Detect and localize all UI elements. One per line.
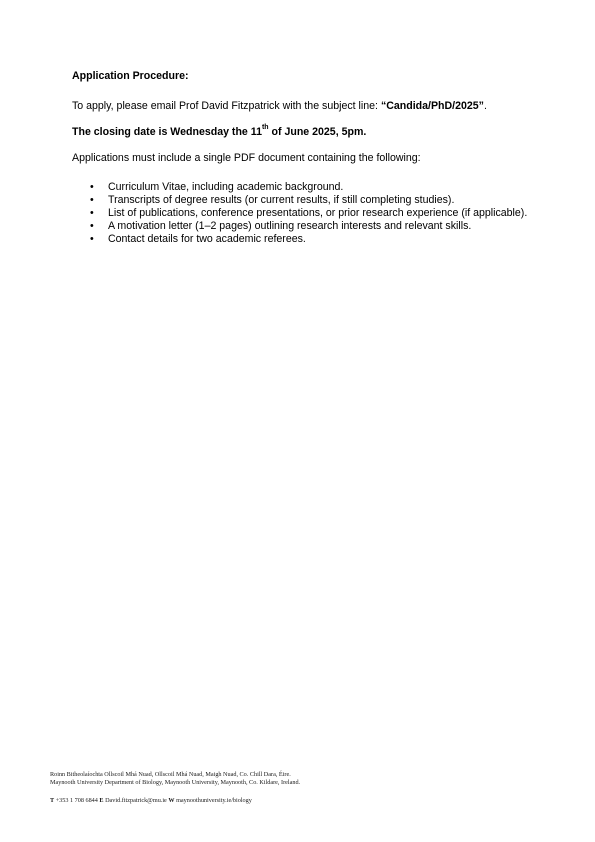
list-item <box>72 233 542 246</box>
list-item-text: Curriculum Vitae, including academic background. <box>108 181 344 193</box>
footer-contact-line <box>50 797 550 805</box>
apply-text: To apply, please email Prof David Fitzpatrick with the subject line: <box>72 100 381 112</box>
closing-date <box>72 126 542 139</box>
footer-phone: +353 1 708 6844 <box>54 797 100 804</box>
email-subject-line: “Candida/PhD/2025” <box>380 100 484 112</box>
list-item <box>72 220 542 233</box>
list-item-text: Transcripts of degree results (or current results, if still completing studies). <box>108 194 455 206</box>
list-item <box>72 181 542 194</box>
list-item <box>72 207 542 220</box>
closing-ordinal: th <box>261 124 269 132</box>
list-item <box>72 194 542 207</box>
email-marker: E <box>99 797 104 804</box>
list-item-text: Contact details for two academic referees. <box>108 233 306 245</box>
phone-marker: T <box>50 797 55 804</box>
list-item-text: List of publications, conference presentations, or prior research experience (if applicable). <box>108 207 528 219</box>
bullet-icon: • <box>90 220 94 232</box>
footer-address-irish: Roinn Bitheolaíochta Ollscoil Mhá Nuad, Ollscoil Mhá Nuad, Maigh Nuad, Co. Chill Dara, Éire. <box>50 771 291 778</box>
footer-email[interactable]: David.fitzpatrick@mu.ie <box>103 797 169 804</box>
letterhead-footer <box>50 771 550 805</box>
list-item-text: A motivation letter (1–2 pages) outlining research interests and relevant skills. <box>108 220 472 232</box>
apply-end: . <box>483 100 487 112</box>
bullet-icon: • <box>90 194 94 206</box>
footer-website[interactable]: maynoothuniversity.ie/biology <box>174 797 252 804</box>
document-body <box>72 70 542 246</box>
requirements-intro: Applications must include a single PDF document containing the following: <box>72 152 421 164</box>
requirements-list <box>72 181 542 246</box>
section-heading: Application Procedure: <box>72 70 189 82</box>
footer-address-english: Maynooth University Department of Biology, Maynooth University, Maynooth, Co. Kildare, Ireland. <box>50 779 301 786</box>
closing-before: The closing date is Wednesday the 11 <box>72 126 262 138</box>
bullet-icon: • <box>90 181 94 193</box>
closing-after: of June 2025, 5pm. <box>268 126 367 138</box>
apply-instructions <box>72 100 542 113</box>
bullet-icon: • <box>90 207 94 219</box>
web-marker: W <box>168 797 175 804</box>
bullet-icon: • <box>90 233 94 245</box>
